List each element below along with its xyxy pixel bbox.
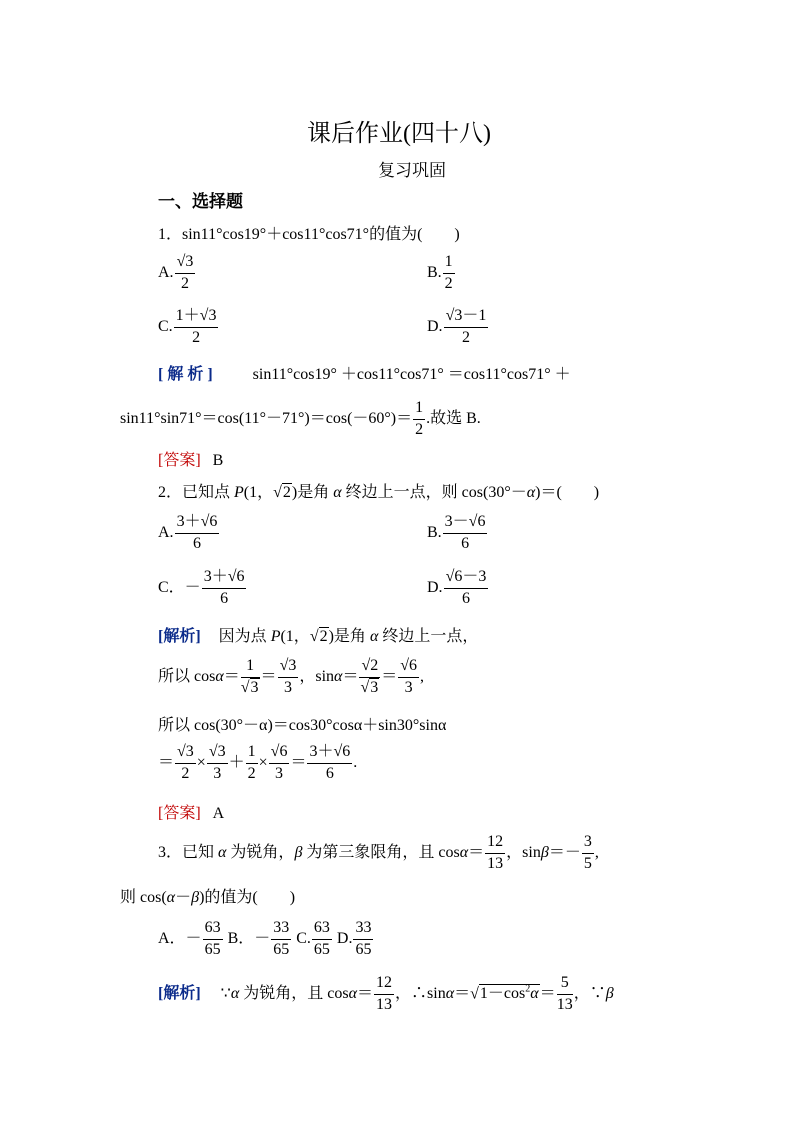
page-title: 课后作业(四十八) bbox=[307, 121, 491, 147]
q3-options: A．－ $\frac{63}{65}$ B．－ $\frac{33}{65}$ C. $\frac{63}{65}$ D. $\frac{33}{65}$ bbox=[158, 918, 374, 961]
q3-an-frac1: $\frac{12}{13}$ bbox=[376, 974, 393, 1013]
q1-analysis-line1: [ 解 析 ] sin11°cos19° ＋cos11°cos71° ＝cos11°cos71° ＋ bbox=[158, 366, 571, 383]
q1-option-b: B. $\frac{1}{2}$ bbox=[427, 252, 456, 295]
q3-stem-line2: 则 cos(α－β)的值为( ) bbox=[120, 889, 296, 906]
q3-an-frac2: $\frac{5}{13}$ bbox=[556, 974, 573, 1013]
q1-d-frac: $\frac{√3-1}{2}$ bbox=[445, 307, 487, 346]
q2-b-frac: $\frac{3-√6}{6}$ bbox=[444, 513, 486, 552]
q2-cos-frac1: $\frac{1}{√3}$ bbox=[240, 657, 259, 696]
q2-cos-frac2: $\frac{√3}{3}$ bbox=[279, 657, 297, 696]
q1-analysis-line2: sin11°sin71°＝cos(11°－71°)＝cos(－60°)＝ $\frac{1}{2}$ .故选 B. bbox=[120, 398, 481, 441]
q1-answer: [答案] B bbox=[158, 452, 224, 469]
section-heading: 一、选择题 bbox=[158, 192, 243, 211]
q2-sin-frac2: $\frac{√6}{3}$ bbox=[400, 657, 418, 696]
q2-f2: $\frac{√3}{3}$ bbox=[208, 743, 226, 782]
q3-stem-line1: 3．已知 α 为锐角，β 为第三象限角，且 cosα＝ $\frac{12}{13}$ ，sinβ＝－ $\frac{3}{5}$ , bbox=[158, 832, 599, 875]
q1-analysis-label: [ 解 析 ] bbox=[158, 366, 213, 383]
q2-d-frac: $\frac{√6-3}{6}$ bbox=[445, 568, 487, 607]
q2-answer: [答案] A bbox=[158, 805, 225, 822]
q3-opt-d-frac: $\frac{33}{65}$ bbox=[355, 919, 372, 958]
q1-b-frac: $\frac{1}{2}$ bbox=[444, 253, 453, 292]
q3-sin-frac: $\frac{3}{5}$ bbox=[583, 833, 592, 872]
q3-opt-b-frac: $\frac{33}{65}$ bbox=[273, 919, 290, 958]
q3-opt-a-frac: $\frac{63}{65}$ bbox=[204, 919, 221, 958]
q2-f5: $\frac{3+√6}{6}$ bbox=[309, 743, 351, 782]
q2-analysis-line3: 所以 cos(30°－α)＝cos30°cosα＋sin30°sinα bbox=[158, 717, 447, 734]
q1-answer-label: [答案] bbox=[158, 452, 201, 469]
q1-a-frac: $\frac{√3}{2}$ bbox=[176, 253, 194, 292]
q2-analysis-line4: ＝ $\frac{√3}{2}$ × $\frac{√3}{3}$ ＋ $\frac{1}{2}$ × $\frac{√6}{3}$ ＝ $\frac{3+√6}{6}$ . bbox=[158, 742, 357, 785]
q2-option-a: A. $\frac{3+√6}{6}$ bbox=[158, 512, 220, 555]
q2-analysis-line1: [解析] 因为点 P(1，√2)是角 α 终边上一点， bbox=[158, 628, 479, 645]
q3-sqrt: $√1-\cos^2\alpha$ bbox=[470, 983, 539, 1002]
q3-opt-c-frac: $\frac{63}{65}$ bbox=[313, 919, 330, 958]
q2-stem: 2．已知点 P(1，√2)是角 α 终边上一点，则 cos(30°－α)＝( ) bbox=[158, 484, 600, 501]
q1-c-frac: $\frac{1+√3}{2}$ bbox=[175, 307, 217, 346]
q2-option-b: B. $\frac{3-√6}{6}$ bbox=[427, 512, 488, 555]
q2-f3: $\frac{1}{2}$ bbox=[247, 743, 256, 782]
q2-sin-frac1: $\frac{√2}{√3}$ bbox=[360, 657, 379, 696]
q3-analysis-label: [解析] bbox=[158, 984, 201, 1002]
q3-analysis: [解析] ∵α 为锐角，且 cosα＝ $\frac{12}{13}$ ，$\therefore\sin\alpha=√1-\cos^2\alpha=$ $\frac{5}{13}$ ，∵β bbox=[158, 973, 614, 1016]
q2-analysis-line2: 所以 cosα＝ $\frac{1}{√3}$ ＝ $\frac{√3}{3}$ ，sinα＝ $\frac{√2}{√3}$ ＝ $\frac{√6}{3}$ , bbox=[158, 656, 424, 699]
q1-half-frac: $\frac{1}{2}$ bbox=[415, 399, 424, 438]
q1-option-d: D. $\frac{√3-1}{2}$ bbox=[427, 306, 489, 349]
q1-option-a: A. $\frac{√3}{2}$ bbox=[158, 252, 196, 295]
q2-option-c: C．－ $\frac{3+√6}{6}$ bbox=[158, 567, 247, 610]
q3-cos-frac: $\frac{12}{13}$ bbox=[487, 833, 504, 872]
subtitle: 复习巩固 bbox=[378, 161, 446, 180]
q2-f4: $\frac{√6}{3}$ bbox=[270, 743, 288, 782]
q2-c-frac: $\frac{3+√6}{6}$ bbox=[203, 568, 245, 607]
q2-answer-label: [答案] bbox=[158, 805, 201, 822]
q2-option-d: D. $\frac{√6-3}{6}$ bbox=[427, 567, 489, 610]
q2-f1: $\frac{√3}{2}$ bbox=[177, 743, 194, 782]
q2-a-frac: $\frac{3+√6}{6}$ bbox=[176, 513, 218, 552]
q1-stem: 1．sin11°cos19°＋cos11°cos71°的值为( ) bbox=[158, 226, 460, 243]
q2-analysis-label: [解析] bbox=[158, 628, 201, 645]
q1-option-c: C. $\frac{1+√3}{2}$ bbox=[158, 306, 219, 349]
